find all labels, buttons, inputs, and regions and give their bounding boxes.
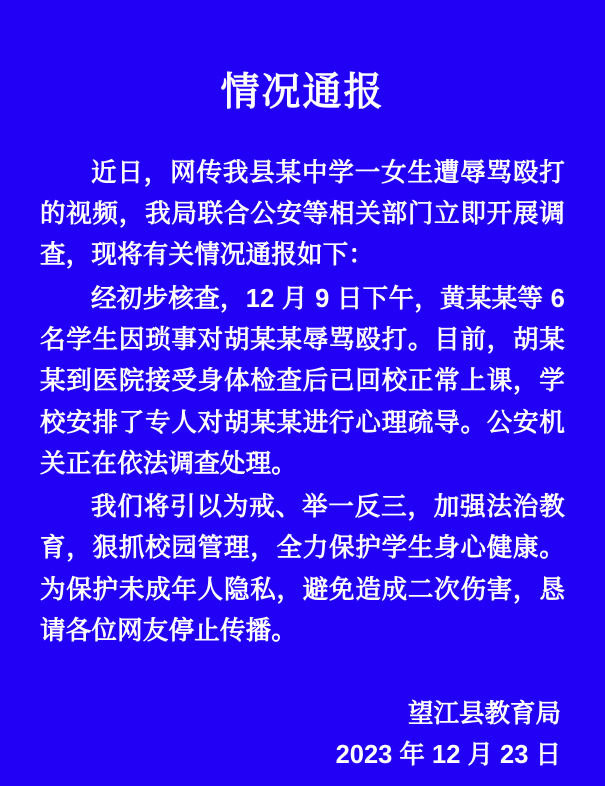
signature-organization: 望江县教育局 [407,700,561,729]
signature-block [40,694,565,776]
notice-paragraph: 我们将引以为戒、举一反三，加强法治教育，狠抓校园管理，全力保护学生身心健康。为保护未成年人隐私，避免造成二次伤害，恳请各位网友停止传播。 [40,493,565,646]
page-title: 情况通报 [220,71,385,114]
notice-body [40,153,565,653]
signature-date: 2023 年 12 月 23 日 [335,741,561,770]
notice-paragraph: 近日，网传我县某中学一女生遭辱骂殴打的视频，我局联合公安等相关部门立即开展调查，现将有关情况通报如下： [40,158,565,270]
notice-paragraph: 经初步核查，12 月 9 日下午，黄某某等 6 名学生因琐事对胡某某辱骂殴打。目前，胡某某到医院接受身体检查后已回校正常上课，学校安排了专人对胡某某进行心理疏导。公安机关正在依法调查处理。 [40,284,565,478]
